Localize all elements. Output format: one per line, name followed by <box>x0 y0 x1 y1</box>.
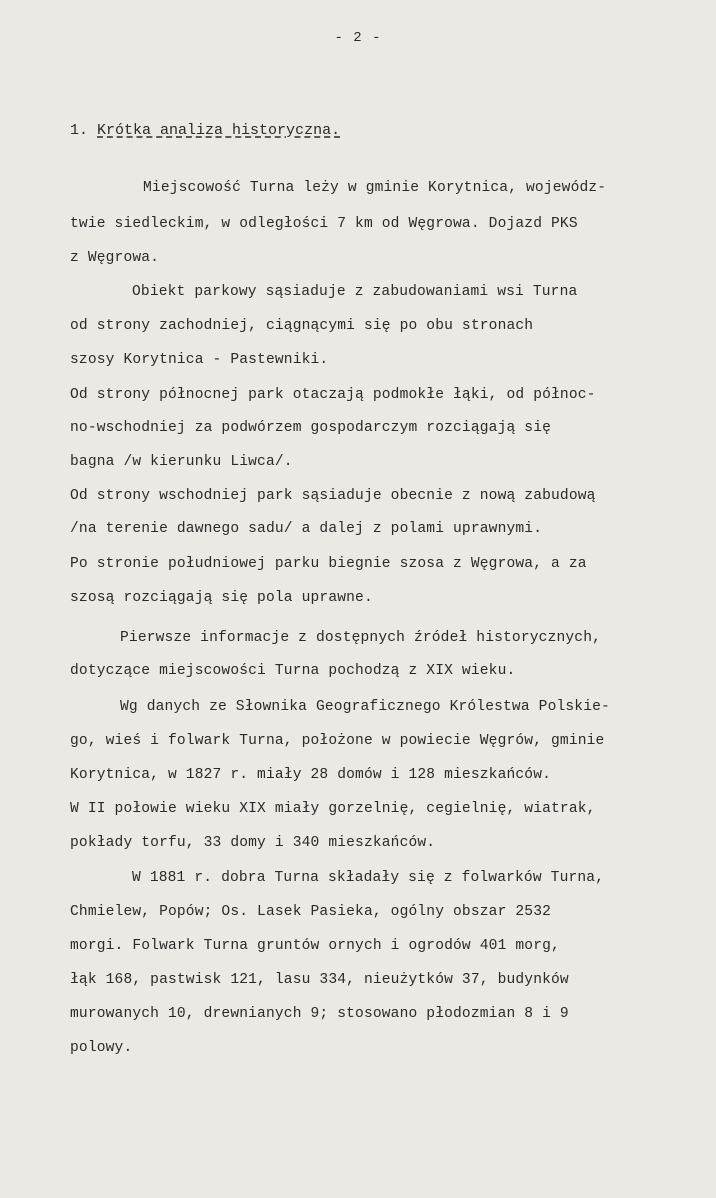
text-line: W II połowie wieku XIX miały gorzelnię, cegielnię, wiatrak, <box>70 801 596 817</box>
section-heading <box>70 122 340 139</box>
text-line: Od strony wschodniej park sąsiaduje obecnie z nową zabudową <box>70 488 596 504</box>
text-line: Miejscowość Turna leży w gminie Korytnica, wojewódz- <box>143 180 607 196</box>
text-line: twie siedleckim, w odległości 7 km od Węgrowa. Dojazd PKS <box>70 216 578 232</box>
text-line: murowanych 10, drewnianych 9; stosowano płodozmian 8 i 9 <box>70 1006 569 1022</box>
text-line: polowy. <box>70 1040 133 1056</box>
text-line: no-wschodniej za podwórzem gospodarczym rozciągają się <box>70 420 552 436</box>
text-line: bagna /w kierunku Liwca/. <box>70 454 293 470</box>
text-line: pokłady torfu, 33 domy i 340 mieszkańców. <box>70 835 436 851</box>
text-line: szosy Korytnica - Pastewniki. <box>70 352 329 368</box>
text-line: Chmielew, Popów; Os. Lasek Pasieka, ogólny obszar 2532 <box>70 904 552 920</box>
text-line: Po stronie południowej parku biegnie szosa z Węgrowa, a za <box>70 556 587 572</box>
section-number: 1. <box>70 122 89 139</box>
text-line: z Węgrowa. <box>70 250 160 266</box>
text-line: szosą rozciągają się pola uprawne. <box>70 590 373 606</box>
section-title: Krótka analiza historyczna. <box>97 122 341 139</box>
text-line: Obiekt parkowy sąsiaduje z zabudowaniami wsi Turna <box>132 284 578 300</box>
text-line: dotyczące miejscowości Turna pochodzą z XIX wieku. <box>70 663 516 679</box>
text-line: morgi. Folwark Turna gruntów ornych i ogrodów 401 morg, <box>70 938 560 954</box>
text-line: go, wieś i folwark Turna, położone w powiecie Węgrów, gminie <box>70 733 605 749</box>
text-line: Wg danych ze Słownika Geograficznego Królestwa Polskie- <box>120 699 610 715</box>
page-number: - 2 - <box>334 30 382 46</box>
text-line: W 1881 r. dobra Turna składały się z folwarków Turna, <box>132 870 605 886</box>
text-line: Od strony północnej park otaczają podmokłe łąki, od północ- <box>70 387 596 403</box>
text-line: od strony zachodniej, ciągnącymi się po obu stronach <box>70 318 534 334</box>
text-line: Korytnica, w 1827 r. miały 28 domów i 128 mieszkańców. <box>70 767 552 783</box>
text-line: łąk 168, pastwisk 121, lasu 334, nieużytków 37, budynków <box>70 972 569 988</box>
text-line: /na terenie dawnego sadu/ a dalej z polami uprawnymi. <box>70 521 543 537</box>
text-line: Pierwsze informacje z dostępnych źródeł historycznych, <box>120 630 602 646</box>
